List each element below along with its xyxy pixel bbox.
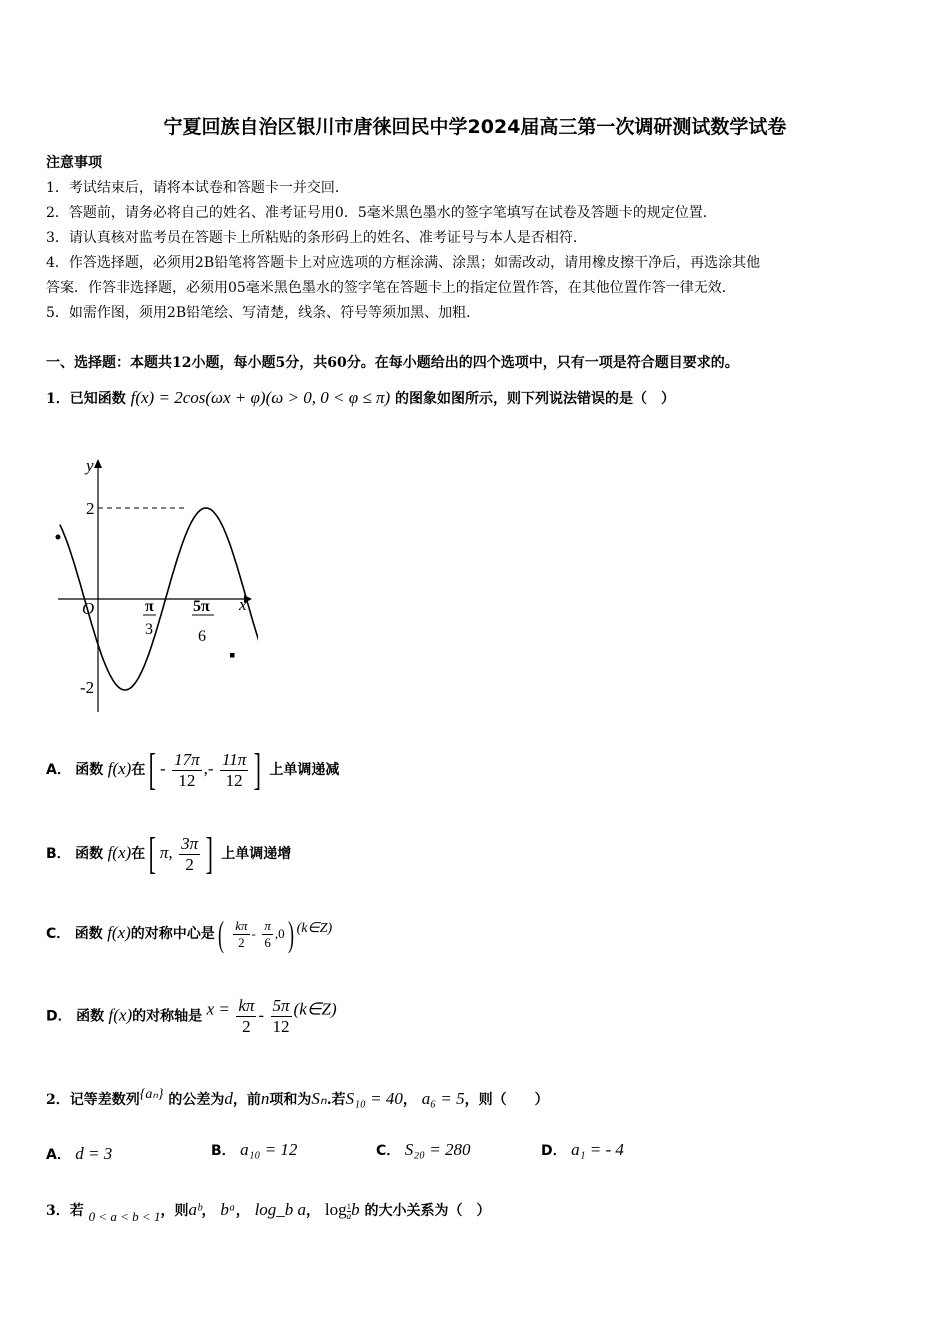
notice-item: 4．作答选择题，必须用2B铅笔将答题卡上对应选项的方框涂满、涂黑；如需改动，请用橡皮擦干净后，再选涂其他 — [46, 255, 761, 271]
origin-label: O — [82, 599, 95, 618]
option-d-label: D． — [46, 1008, 72, 1025]
page-title: 宁夏回族自治区银川市唐徕回民中学2024届高三第一次调研测试数学试卷 — [163, 116, 787, 138]
y-min-label: -2 — [80, 678, 95, 697]
q1-option-a[interactable]: A． 函数 f(x)在[ - $\frac{17\pi}{12}$ ,- $\frac{11\pi}{12}$ ] 上单调递减 — [46, 745, 340, 794]
x-axis-label: x — [239, 595, 247, 614]
question-1 — [46, 388, 675, 408]
tick-2-num: 5π — [193, 598, 210, 615]
log-expression: log $_{\frac{1}{a}}$ b — [324, 1200, 360, 1221]
question-2: 2．记等差数列{aₙ} 的公差为d，前n项和为Sₙ.若S₁₀ = 40， a₆ = 5，则（ ） — [46, 1087, 549, 1108]
tick-1-num: π — [145, 598, 154, 615]
q1-prefix: 1．已知函数 — [46, 391, 126, 407]
notice-item: 答案．作答非选择题，必须用05毫米黑色墨水的签字笔在答题卡上的指定位置作答，在其他位置作答一律无效． — [46, 280, 736, 296]
q2-option-b[interactable]: B． a₁₀ = 12 — [211, 1140, 298, 1159]
q1-option-c[interactable]: C． 函数 f(x)的对称中心是( $\frac{k\pi}{2}$ - $\frac{\pi}{6}$ ,0) (k∈Z) — [46, 914, 333, 954]
notice-item: 3．请认真核对监考员在答题卡上所粘贴的条形码上的姓名、准考证号与本人是否相符． — [46, 230, 587, 246]
tick-1-den: 3 — [145, 621, 153, 638]
q2-option-a[interactable]: A． d = 3 — [46, 1144, 113, 1163]
notice-heading: 注意事项 — [46, 155, 102, 171]
question-3: 3．若 0 < a < b < 1，则aᵇ， bᵃ， log_b a， log $_{\frac{1}{a}}$ b 的大小关系为（ ） — [46, 1200, 491, 1224]
curve-end-point — [230, 653, 235, 658]
y-axis-arrow — [94, 459, 102, 468]
notice-item: 1．考试结束后，请将本试卷和答题卡一并交回． — [46, 180, 349, 196]
notice-item: 5．如需作图，须用2B铅笔绘、写清楚，线条、符号等须加黑、加粗． — [46, 305, 481, 321]
q1-formula: f(x) = 2cos(ωx + φ)(ω > 0, 0 < φ ≤ π) — [130, 388, 391, 407]
option-b-label: B． — [46, 846, 71, 862]
q1-option-b[interactable]: B． 函数 f(x)在[ π, $\frac{3\pi}{2}$ ] 上单调递增 — [46, 829, 292, 878]
q1-option-d[interactable]: D． 函数 f(x)的对称轴是 x = $\frac{k\pi}{2}$ - $\frac{5\pi}{12}$ (k∈Z) — [46, 996, 337, 1036]
y-axis-label: y — [86, 456, 94, 475]
curve-start-point — [56, 535, 61, 540]
tick-2-den: 6 — [198, 628, 206, 645]
notice-item: 2．答题前，请务必将自己的姓名、准考证号用0．5毫米黑色墨水的签字笔填写在试卷及答题卡的规定位置． — [46, 205, 717, 221]
option-c-label: C． — [46, 926, 71, 942]
y-max-label: 2 — [86, 499, 95, 518]
q2-option-d[interactable]: D． a₁ = - 4 — [541, 1140, 624, 1159]
q1-suffix: 的图象如图所示，则下列说法错误的是（ ） — [395, 391, 675, 407]
q1-graph — [48, 450, 258, 720]
section-heading: 一、选择题：本题共12小题，每小题5分，共60分。在每小题给出的四个选项中，只有一项是符合题目要求的。 — [46, 355, 739, 371]
option-a-label: A． — [46, 762, 71, 778]
q2-option-c[interactable]: C． S₂₀ = 280 — [376, 1140, 471, 1159]
